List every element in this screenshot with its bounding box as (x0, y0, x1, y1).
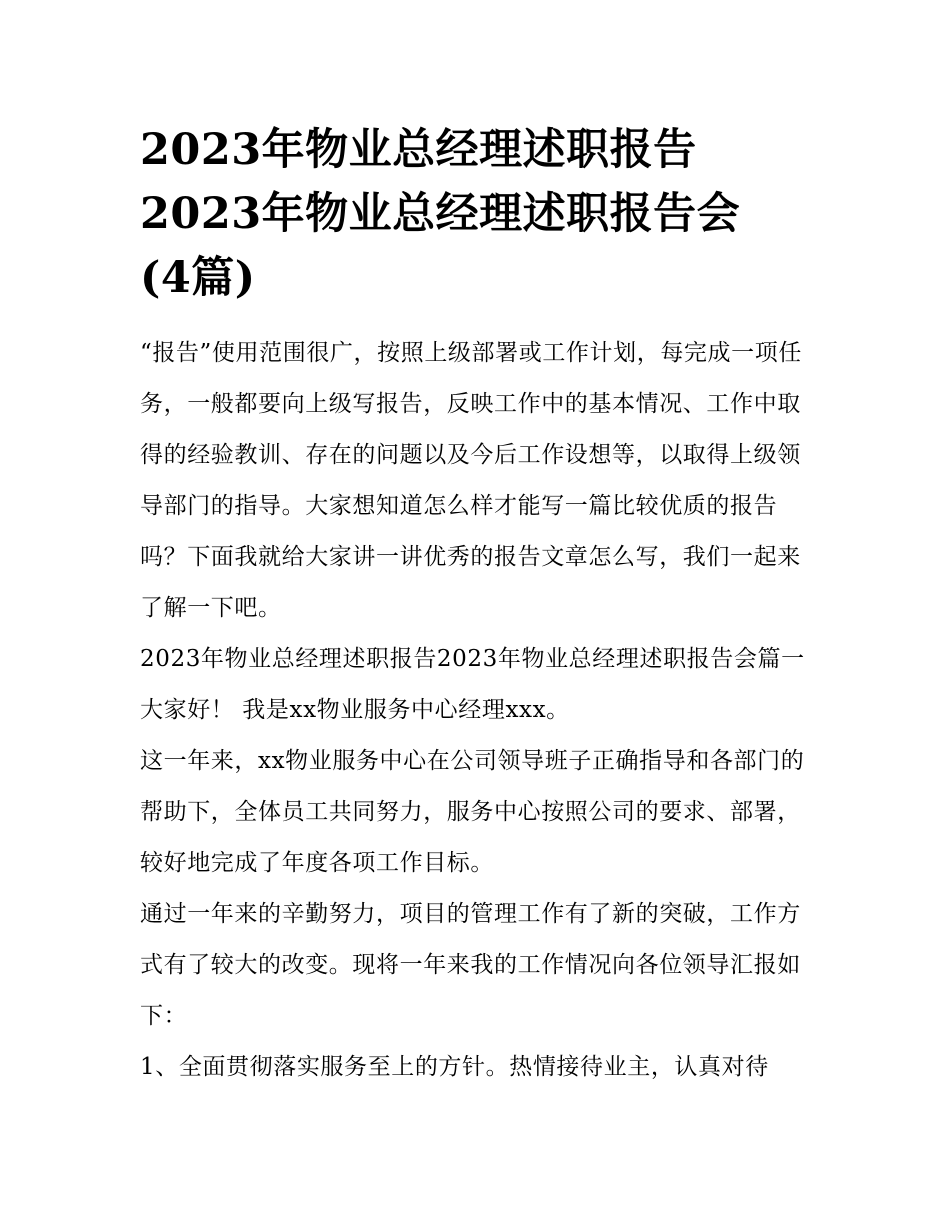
document-title (140, 118, 815, 310)
title-line-1: 2023年物业总经理述职报告 (140, 125, 697, 175)
title-line-3: (4篇) (140, 253, 256, 303)
body-paragraph: 通过一年来的辛勤努力，项目的管理工作有了新的突破，工作方式有了较大的改变。现将一年来我的工作情况向各位领导汇报如下： (140, 901, 801, 1029)
document-body (140, 118, 815, 1093)
body-paragraph: 这一年来，xx物业服务中心在公司领导班子正确指导和各部门的帮助下，全体员工共同努力，服务中心按照公司的要求、部署，较好地完成了年度各项工作目标。 (140, 748, 805, 876)
title-line-2: 2023年物业总经理述职报告会 (140, 189, 741, 239)
section-one-heading-paragraph: 2023年物业总经理述职报告2023年物业总经理述职报告会篇一 大家好！ 我是xx物业服务中心经理xxx。 (140, 646, 805, 723)
numbered-paragraph: 1、全面贯彻落实服务至上的方针。热情接待业主，认真对待 (140, 1054, 769, 1080)
intro-paragraph: “报告”使用范围很广，按照上级部署或工作计划，每完成一项任务，一般都要向上级写报告，反映工作中的基本情况、工作中取得的经验教训、存在的问题以及今后工作设想等，以取得上级领导部门的指导。大家想知道怎么样才能写一篇比较优质的报告吗？下面我就给大家讲一讲优秀的报告文章怎么写，我们一起来了解一下吧。 (140, 340, 802, 621)
